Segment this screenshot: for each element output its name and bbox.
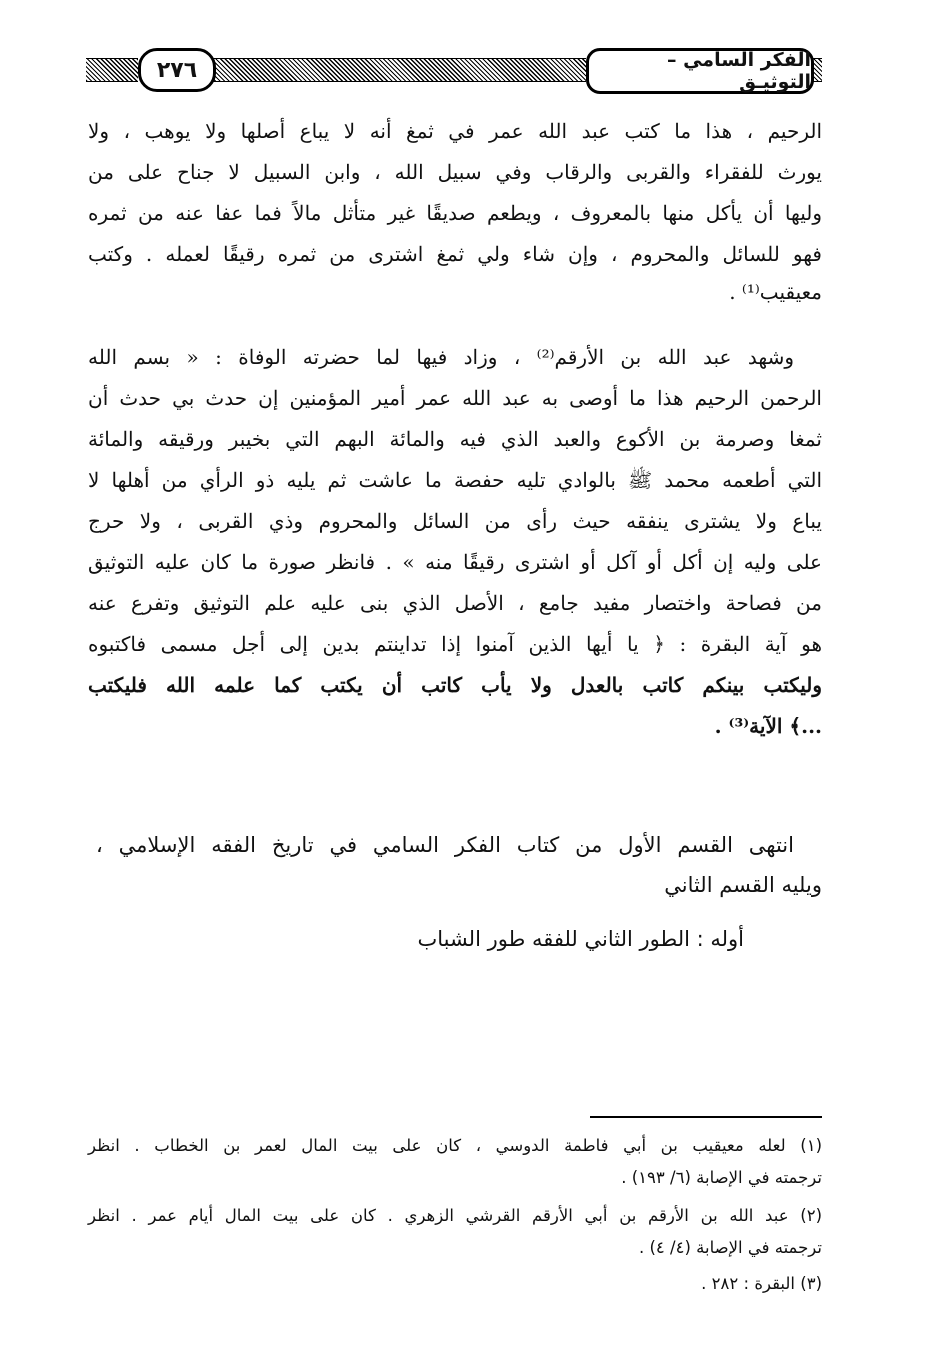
closing-line: ويليه القسم الثاني [664,873,822,897]
text-line: الرحيم ، هذا ما كتب عبد الله عمر في ثمغ أنه لا يباع أصلها ولا يوهب ، ولا [88,119,822,143]
footnote-3: (٣) البقرة : ٢٨٢ . [701,1274,822,1293]
quran-verse-line: وليكتب بينكم كاتب بالعدل ولا يأب كاتب أن يكتب كما علمه الله فليكتب [88,673,822,697]
text-line: فهو للسائل والمحروم ، وإن شاء ولي ثمغ اشترى من ثمره رقيقًا لعمله . وكتب [88,242,822,266]
footnote-1: (١) لعله معيقيب بن أبي فاطمة الدوسي ، كان على بيت المال لعمر بن الخطاب . انظر [88,1136,822,1155]
footnote-1-continued: ترجمته في الإصابة (٦/ ١٩٣) . [621,1168,822,1187]
text-line: يورث للفقراء والقربى والرقاب وفي سبيل الله ، وابن السبيل لا جناح على من [88,160,822,184]
text-line: هو آية البقرة : ﴿ يا أيها الذين آمنوا إذا تداينتم بدين إلى أجل مسمى فاكتبوه [88,632,822,656]
footnote-2: (٢) عبد الله بن الأرقم بن أبي الأرقم القرشي الزهري . كان على بيت المال أيام عمر . انظر [88,1206,822,1225]
text-line: على وليه إن أكل أو آكل أو اشترى رقيقًا منه » . فانظر صورة ما كان عليه التوثيق [88,550,822,574]
running-title: الفكر السامي – التوثيـق [586,48,814,94]
text-line: معيقيب⁽¹⁾ . [729,280,822,304]
text-line: الرحمن الرحيم هذا ما أوصى به عبد الله عمر أمير المؤمنين إن حدث بي حدث أن [88,386,822,410]
closing-line: انتهى القسم الأول من كتاب الفكر السامي في تاريخ الفقه الإسلامي ، [96,833,794,857]
footnote-2-continued: ترجمته في الإصابة (٤/ ٤) . [638,1238,822,1257]
header-hatch-left [86,58,138,82]
text-line: وليها أن يأكل منها بالمعروف ، ويطعم صديقًا غير متأثل مالاً فما عفا عنه من ثمره [88,201,822,225]
text-line: التي أطعمه محمد ﷺ بالوادي تليه حفصة ما عاشت ثم يليه ذو الرأي من أهلها لا [88,468,822,492]
text-line: ثمغا وصرمة بن الأكوع والعبد الذي فيه والمائة البهم التي بخيبر ورقيقه والمائة [88,427,822,451]
quran-verse-line: ...﴾ الآية⁽³⁾ . [714,714,822,738]
closing-line: أوله : الطور الثاني للفقه طور الشباب [417,927,744,951]
text-line: يباع ولا يشترى ينفقه حيث رأى من السائل والمحروم وذي القربى ، ولا حرج [88,509,822,533]
footnote-separator [590,1116,822,1118]
text-line: وشهد عبد الله بن الأرقم⁽²⁾ ، وزاد فيها لما حضرته الوفاة : « بسم الله [88,345,794,369]
page-number: ٢٧٦ [138,48,216,92]
text-line: من فصاحة واختصار مفيد جامع ، الأصل الذي بنى عليه علم التوثيق وتفرع عنه [88,591,822,615]
header-hatch-middle [210,58,586,82]
